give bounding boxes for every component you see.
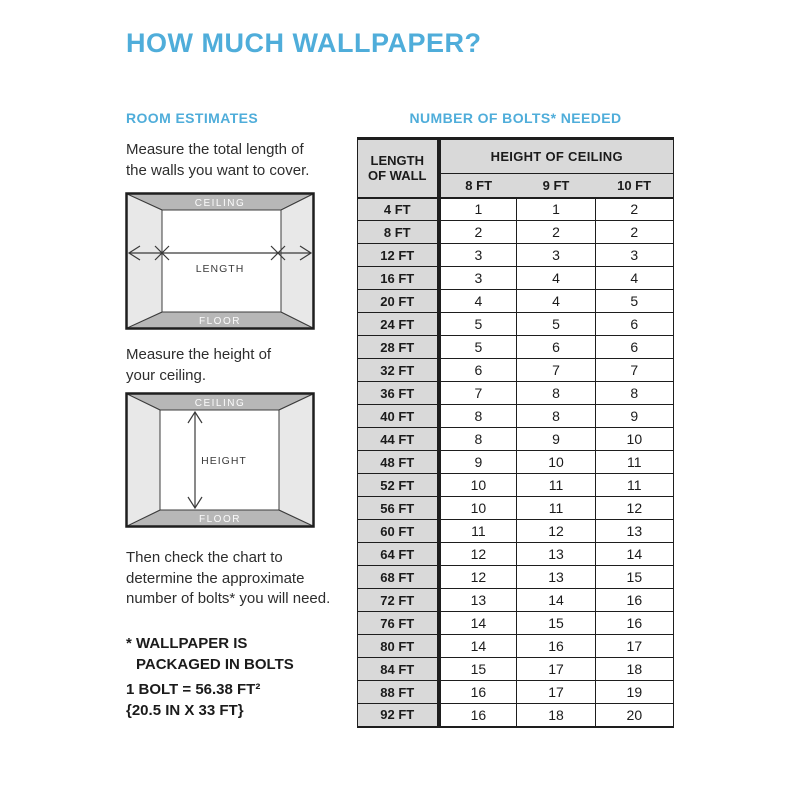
bolts-value-cell: 8 [439,428,517,451]
wall-length-cell: 24 FT [358,313,439,336]
bolts-value-cell: 8 [595,382,673,405]
table-row [358,497,674,520]
height-label: HEIGHT [201,455,247,467]
bolts-table-container [357,137,674,728]
table-row [358,244,674,267]
floor-label: FLOOR [199,514,241,525]
bolts-value-cell: 5 [595,290,673,313]
footnote-bolt-size [126,679,260,721]
bolts-value-cell: 5 [517,313,595,336]
room-estimates-heading: ROOM ESTIMATES [126,110,259,126]
bolts-value-cell: 1 [517,198,595,221]
table-row [358,543,674,566]
text-line: Measure the height of [126,346,272,363]
bolts-value-cell: 3 [517,244,595,267]
wall-length-cell: 60 FT [358,520,439,543]
bolts-value-cell: 13 [595,520,673,543]
bolts-value-cell: 17 [517,681,595,704]
text-line: your ceiling. [126,366,207,384]
bolts-value-cell: 10 [517,451,595,474]
wall-length-cell: 88 FT [358,681,439,704]
table-row [358,382,674,405]
bolts-value-cell: 12 [439,543,517,566]
table-row [358,520,674,543]
bolts-value-cell: 6 [439,359,517,382]
text-line: determine the approximate [126,569,305,587]
bolts-value-cell: 6 [595,336,673,359]
bolts-value-cell: 12 [595,497,673,520]
table-header [358,139,674,198]
bolts-value-cell: 15 [595,566,673,589]
bolts-value-cell: 8 [517,405,595,428]
bolts-value-cell: 16 [595,589,673,612]
wall-length-cell: 8 FT [358,221,439,244]
bolts-value-cell: 19 [595,681,673,704]
left-wall [127,394,160,526]
bolts-value-cell: 6 [595,313,673,336]
bolts-value-cell: 4 [439,290,517,313]
table-row [358,198,674,221]
table-row [358,267,674,290]
right-wall [281,194,313,328]
ceiling-label: CEILING [194,198,246,209]
table-row [358,704,674,727]
wall-length-cell: 72 FT [358,589,439,612]
text-line: the walls you want to cover. [126,161,310,179]
instruction-check-chart [126,548,330,610]
bolts-value-cell: 2 [517,221,595,244]
wall-length-cell: 28 FT [358,336,439,359]
wall-length-cell: 84 FT [358,658,439,681]
col-header-8ft: 8 FT [439,174,517,198]
bolts-value-cell: 18 [517,704,595,727]
instruction-measure-height [126,345,271,386]
page-title: HOW MUCH WALLPAPER? [126,28,482,58]
bolts-value-cell: 16 [517,635,595,658]
wall-length-cell: 76 FT [358,612,439,635]
wall-length-cell: 48 FT [358,451,439,474]
bolts-value-cell: 2 [595,221,673,244]
bolts-value-cell: 8 [517,382,595,405]
table-row [358,451,674,474]
back-wall [162,210,281,312]
bolts-value-cell: 14 [517,589,595,612]
bolts-value-cell: 4 [517,267,595,290]
wall-length-cell: 20 FT [358,290,439,313]
text-line: * WALLPAPER IS [126,635,248,652]
wall-length-cell: 80 FT [358,635,439,658]
bolts-value-cell: 11 [517,474,595,497]
bolts-value-cell: 15 [439,658,517,681]
table-row [358,359,674,382]
wall-length-cell: 4 FT [358,198,439,221]
ceiling-label: CEILING [194,398,246,409]
col-header-height-of-ceiling: HEIGHT OF CEILING [439,139,674,174]
table-row [358,658,674,681]
bolts-value-cell: 8 [439,405,517,428]
bolts-value-cell: 13 [439,589,517,612]
bolts-value-cell: 20 [595,704,673,727]
bolts-value-cell: 11 [439,520,517,543]
bolts-value-cell: 3 [439,244,517,267]
bolts-value-cell: 3 [439,267,517,290]
table-row [358,405,674,428]
bolts-value-cell: 13 [517,566,595,589]
wall-length-cell: 68 FT [358,566,439,589]
bolts-value-cell: 17 [517,658,595,681]
room-length-diagram [125,192,315,330]
table-row [358,566,674,589]
table-body [358,198,674,727]
table-row [358,474,674,497]
table-row [358,221,674,244]
bolts-value-cell: 18 [595,658,673,681]
bolts-value-cell: 2 [439,221,517,244]
table-row [358,612,674,635]
bolts-value-cell: 2 [595,198,673,221]
bolts-value-cell: 9 [595,405,673,428]
bolts-value-cell: 6 [517,336,595,359]
bolts-needed-heading: NUMBER OF BOLTS* NEEDED [409,110,622,126]
table-row [358,313,674,336]
table-row [358,290,674,313]
table-row [358,681,674,704]
length-label: LENGTH [195,263,245,275]
bolts-value-cell: 5 [439,336,517,359]
wall-length-cell: 64 FT [358,543,439,566]
bolts-value-cell: 12 [439,566,517,589]
col-header-9ft: 9 FT [517,174,595,198]
bolts-value-cell: 17 [595,635,673,658]
bolts-value-cell: 10 [439,474,517,497]
bolts-value-cell: 15 [517,612,595,635]
table-row [358,428,674,451]
bolts-value-cell: 10 [439,497,517,520]
bolts-value-cell: 7 [517,359,595,382]
bolts-value-cell: 4 [517,290,595,313]
bolts-value-cell: 11 [595,474,673,497]
text-line: OF WALL [368,168,427,184]
floor-label: FLOOR [199,316,241,327]
left-wall [127,194,162,328]
bolts-value-cell: 12 [517,520,595,543]
bolts-value-cell: 9 [517,428,595,451]
right-wall [279,394,313,526]
bolts-value-cell: 3 [595,244,673,267]
bolts-value-cell: 16 [595,612,673,635]
text-line: Then check the chart to [126,549,283,566]
table-row [358,589,674,612]
bolts-value-cell: 1 [439,198,517,221]
room-height-diagram [125,392,315,528]
bolts-value-cell: 16 [439,681,517,704]
bolts-value-cell: 14 [595,543,673,566]
wall-length-cell: 44 FT [358,428,439,451]
bolts-value-cell: 11 [595,451,673,474]
bolts-value-cell: 14 [439,612,517,635]
bolts-value-cell: 7 [595,359,673,382]
bolts-table [357,137,674,728]
col-header-length-of-wall [358,139,439,198]
bolts-value-cell: 16 [439,704,517,727]
bolts-value-cell: 11 [517,497,595,520]
bolts-value-cell: 10 [595,428,673,451]
bolts-value-cell: 4 [595,267,673,290]
table-row [358,635,674,658]
wall-length-cell: 36 FT [358,382,439,405]
footnote-packaged-in-bolts [126,633,294,675]
wall-length-cell: 52 FT [358,474,439,497]
bolts-value-cell: 7 [439,382,517,405]
wall-length-cell: 32 FT [358,359,439,382]
bolts-value-cell: 14 [439,635,517,658]
text-line: number of bolts* you will need. [126,590,331,607]
text-line: PACKAGED IN BOLTS [136,656,294,673]
bolts-value-cell: 9 [439,451,517,474]
wall-length-cell: 92 FT [358,704,439,727]
wall-length-cell: 12 FT [358,244,439,267]
wall-length-cell: 56 FT [358,497,439,520]
wall-length-cell: 40 FT [358,405,439,428]
col-header-10ft: 10 FT [595,174,673,198]
text-line: {20.5 IN X 33 FT} [126,702,244,719]
text-line: LENGTH [370,153,424,169]
instruction-measure-length [126,140,309,181]
wall-length-cell: 16 FT [358,267,439,290]
bolts-value-cell: 5 [439,313,517,336]
bolts-value-cell: 13 [517,543,595,566]
text-line: Measure the total length of [126,141,304,158]
text-line: 1 BOLT = 56.38 FT² [126,681,261,698]
table-row [358,336,674,359]
